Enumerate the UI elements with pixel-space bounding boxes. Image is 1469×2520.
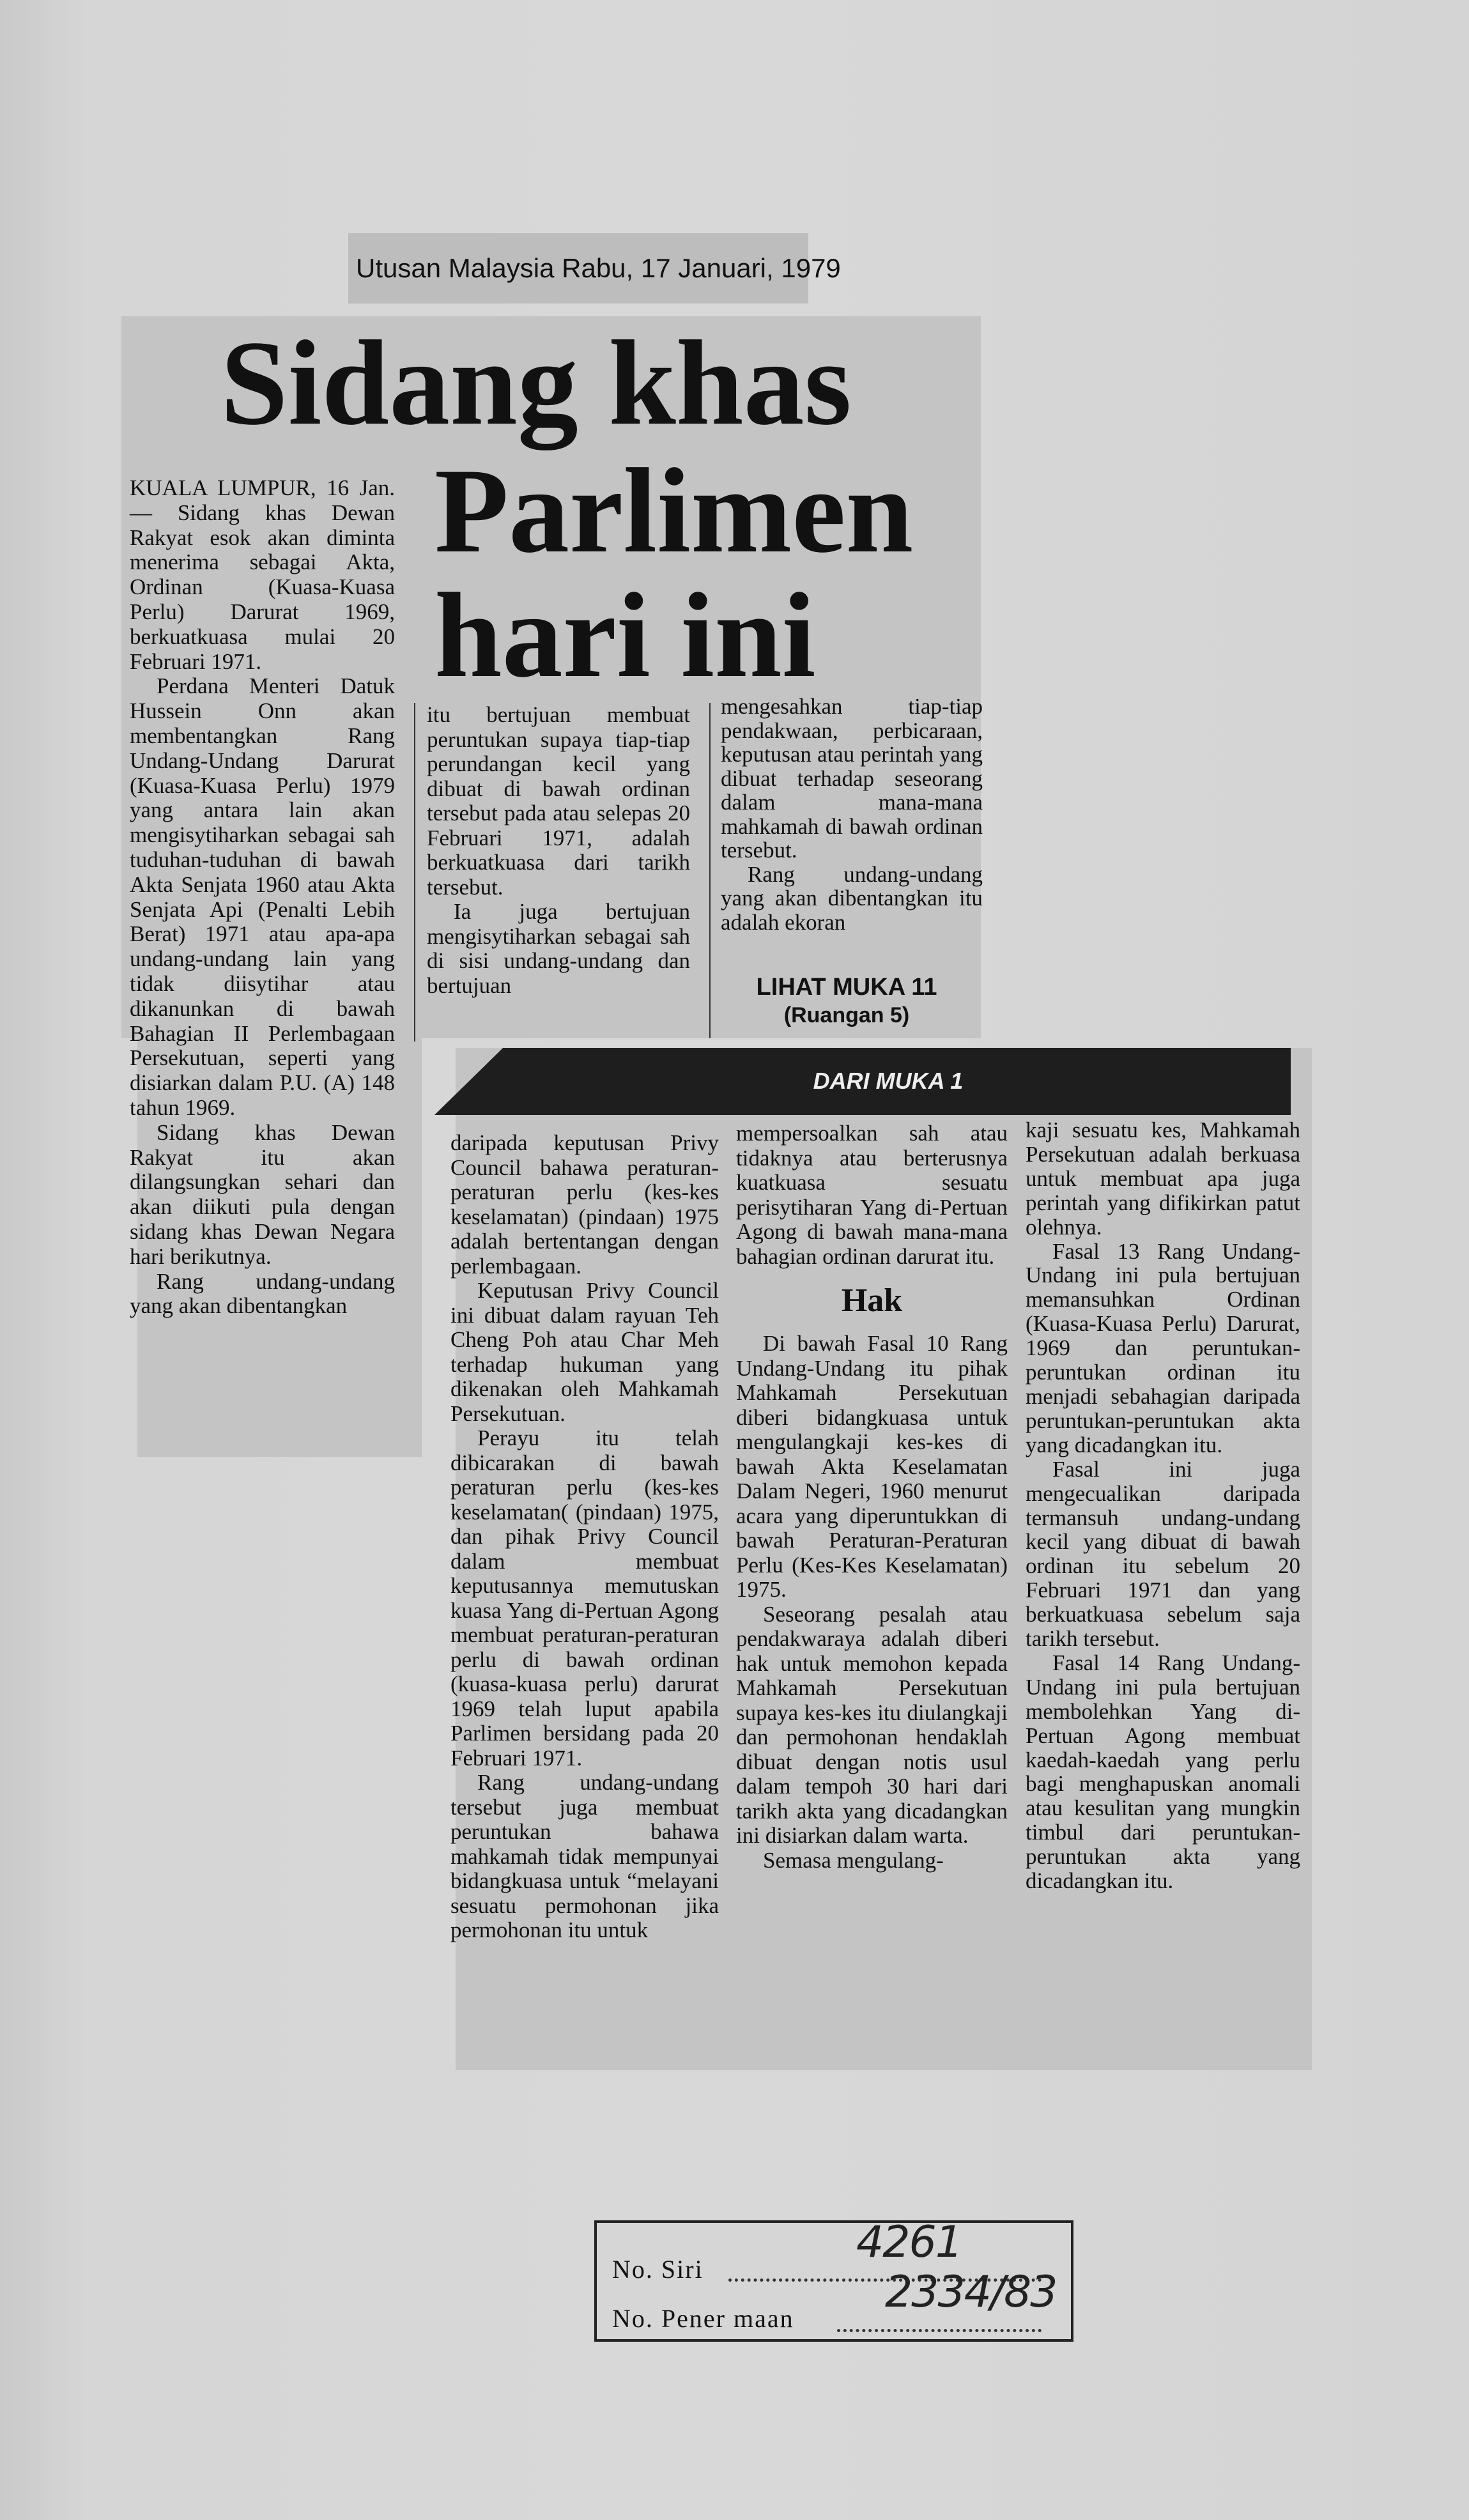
subheading: Hak — [841, 1282, 903, 1319]
paragraph: Semasa mengulang- — [763, 1847, 944, 1873]
paragraph: Rang undang-undang yang akan dibentangkan itu adalah ekoran — [721, 861, 983, 935]
headline-line-2: Parlimen — [435, 444, 914, 578]
paragraph: Di bawah Fasal 10 Rang Undang-Undang itu pihak Mahkamah Persekutuan diberi bidangkuasa untuk mengulangkaji kes-kes di bawah Akta Keselamatan Dalam Negeri, 1960 menurut acara yang diperuntukkan di bawah Peraturan-Peraturan Perlu (Kes-Kes Keselamatan) 1975. — [736, 1331, 1008, 1602]
headline-line-3: hari ini — [435, 569, 816, 703]
paragraph: mempersoalkan sah atau tidaknya atau berterusnya kuatkuasa sesuatu perisytiharan Yang di-Pertuan Agong di bawah mana-mana bahagian ordinan darurat itu. — [736, 1121, 1008, 1269]
registration-number-label: No. Pener maan — [612, 2304, 794, 2333]
paragraph: kaji sesuatu kes, Mahkamah Persekutuan adalah berkuasa untuk membuat apa juga perintah yang difikirkan patut olehnya. — [1026, 1118, 1300, 1240]
paragraph: mengesahkan tiap-tiap pendakwaan, perbicaraan, keputusan atau perintah yang dibuat terhadap seseorang dalam mana-mana mahkamah di bawah ordinan tersebut. — [721, 694, 983, 863]
paragraph: daripada keputusan Privy Council bahawa peraturan-peraturan perlu (kes-kes keselamatan) (pindaan) 1975 adalah bertentangan dengan perlembagaan. — [450, 1130, 719, 1279]
paragraph: Perdana Menteri Datuk Hussein Onn akan membentangkan Rang Undang-Undang Darurat (Kuasa-Kuasa Perlu) 1979 yang antara lain akan mengisytiharkan sebagai sah tuduhan-tuduhan di bawah Akta Senjata 1960 atau Akta Senjata Api (Penalti Lebih Berat) 1971 atau apa-apa undang-undang lain yang tidak diisytihar atau dikanunkan di bawah Bahagian II Perlembagaan Persekutuan, seperti yang disiarkan dalam P.U. (A) 148 tahun 1969. — [130, 673, 395, 1120]
front-column-3 — [721, 695, 983, 934]
paragraph: Fasal ini juga mengecualikan daripada termansuh undang-undang kecil yang dibuat di bawah ordinan itu sebelum 20 Februari 1971 dan yang berkuatkuasa sebelum saja tarikh tersebut. — [1026, 1456, 1300, 1652]
column-rule — [709, 703, 711, 1038]
continuation-banner-label: DARI MUKA 1 — [813, 1068, 964, 1094]
continuation-column-1 — [450, 1131, 719, 1943]
paragraph: Keputusan Privy Council ini dibuat dalam rayuan Teh Cheng Poh atau Char Meh terhadap hukuman yang dikenakan oleh Mahkamah Persekutuan. — [450, 1278, 719, 1426]
registration-number-dotted-line — [837, 2329, 1042, 2332]
serial-number-label: No. Siri — [612, 2255, 704, 2284]
paragraph: Rang undang-undang tersebut juga membuat peruntukan bahawa mahkamah tidak mempunyai bidangkuasa untuk “melayani sesuatu permohonan jika permohonan itu untuk — [450, 1770, 719, 1942]
paragraph: Ia juga bertujuan mengisytiharkan sebagai sah di sisi undang-undang dan bertujuan — [427, 899, 690, 998]
paragraph: Perayu itu telah dibicarakan di bawah peraturan perlu (kes-kes keselamatan( (pindaan) 1975, dan pihak Privy Council dalam membuat keputusannya memutuskan kuasa Yang di-Pertuan Agong membuat peraturan-peraturan perlu di bawah ordinan (kuasa-kuasa perlu) darurat 1969 telah luput apabila Parlimen bersidang pada 20 Februari 1971. — [450, 1425, 719, 1771]
paragraph: itu bertujuan membuat peruntukan supaya tiap-tiap perundangan kecil yang dibuat di bawah ordinan tersebut pada atau selepas 20 Februari 1971, adalah berkuatkuasa dari tarikh tersebut. — [427, 702, 690, 900]
front-column-1 — [130, 476, 395, 1319]
jump-column: (Ruangan 5) — [783, 1003, 910, 1027]
continuation-column-2 — [736, 1121, 1008, 1873]
column-rule — [414, 703, 415, 1041]
serial-number-handwritten: 4261 — [856, 2217, 962, 2268]
newspaper-masthead: Utusan Malaysia Rabu, 17 Januari, 1979 — [348, 233, 808, 303]
headline-line-1: Sidang khas — [220, 316, 852, 450]
jump-reference — [741, 972, 952, 1029]
paragraph: Sidang khas Dewan Rakyat itu akan dilangsungkan sehari dan akan diikuti pula dengan sidang khas Dewan Negara hari berikutnya. — [130, 1119, 395, 1269]
paragraph: Rang undang-undang yang akan dibentangkan — [130, 1268, 395, 1319]
paragraph: Seseorang pesalah atau pendakwaraya adalah diberi hak untuk memohon kepada Mahkamah Persekutuan supaya kes-kes itu diulangkaji dan permohonan hendaklah dibuat dengan notis usul dalam tempoh 30 hari dari tarikh akta yang dicadangkan ini disiarkan dalam warta. — [736, 1601, 1008, 1848]
front-column-2 — [427, 703, 690, 998]
paragraph: Fasal 14 Rang Undang-Undang ini pula bertujuan membolehkan Yang di-Pertuan Agong membuat kaedah-kaedah yang perlu bagi menghapuskan anomali atau kesulitan yang mungkin timbul dari peruntukan-peruntukan akta yang dicadangkan itu. — [1026, 1650, 1300, 1894]
paragraph: KUALA LUMPUR, 16 Jan. — Sidang khas Dewan Rakyat esok akan diminta menerima sebagai Akta, Ordinan (Kuasa-Kuasa Perlu) Darurat 1969, berkuatkuasa mulai 20 Februari 1971. — [130, 475, 395, 674]
registration-number-handwritten: 2334/83 — [885, 2267, 1057, 2317]
jump-page: LIHAT MUKA 11 — [756, 974, 937, 1001]
continuation-column-3 — [1026, 1118, 1300, 1893]
paragraph: Fasal 13 Rang Undang-Undang ini pula bertujuan memansuhkan Ordinan (Kuasa-Kuasa Perlu) Darurat, 1969 dan peruntukan-peruntukan ordinan itu menjadi sebahagian daripada peruntukan-peruntukan akta yang dicadangkan itu. — [1026, 1238, 1300, 1457]
